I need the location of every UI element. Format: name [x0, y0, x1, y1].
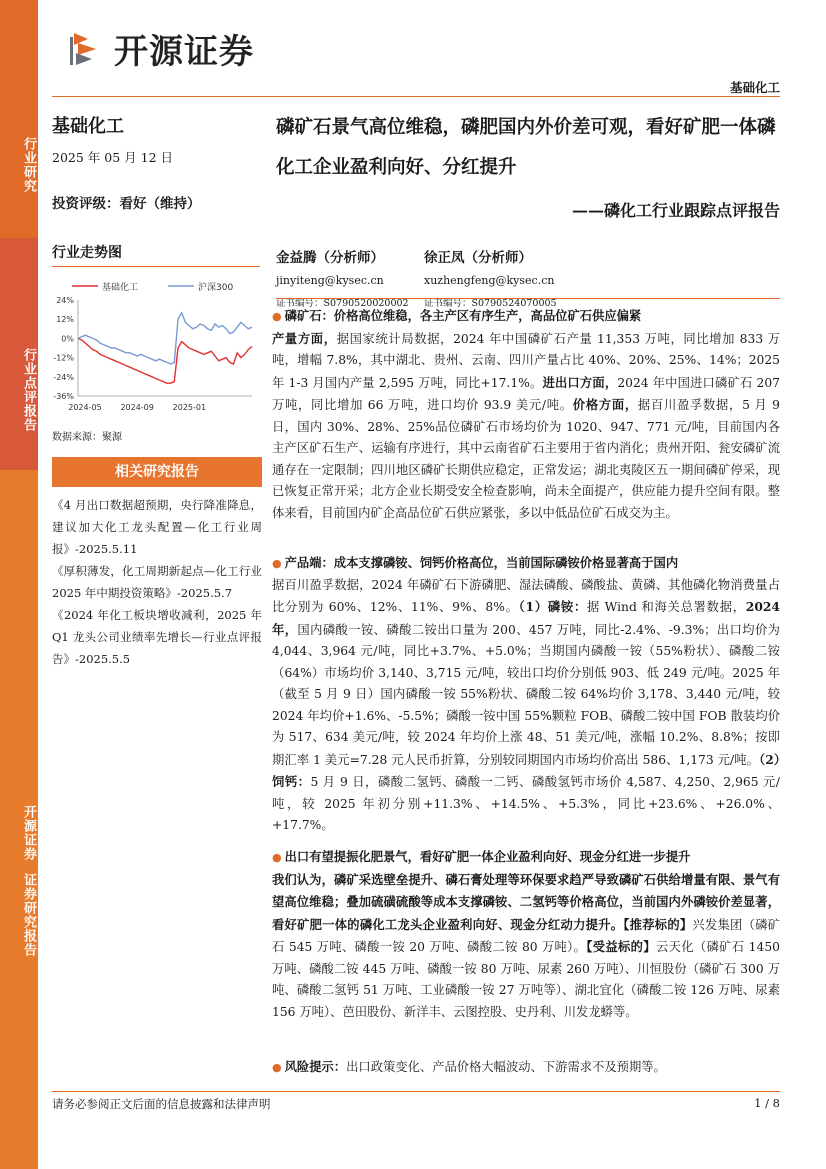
analyst-cert: 证书编号：S0790524070005	[424, 298, 557, 309]
analyst-name: 金益腾（分析师）	[276, 250, 384, 266]
section-paragraph: 产量方面，据国家统计局数据，2024 年中国磷矿石产量 11,353 万吨，同比增加 833 万吨，增幅 7.8%，其中湖北、贵州、云南、四川产量占比 40%、20%、25%、14%；2025 年 1-3 月国内产量 2,595 万吨，同比+17.1%。进出口方面，2024 年中国进口磷矿石 207 万吨，同比增加 66 万吨，进口均价 93.9 美元/吨。价格方面，据百川盈孚数据，5 月 9 日，国内 30%、28%、25%品位磷矿石市场均价为 1020、947、771 元/吨，目前国内各主产区矿石生产、运输有序进行，其中云南省矿石主要用于省内消化；贵州开阳、瓮安磷矿流通存在一定限制；四川地区磷矿长期供应稳定，正常发运；湖北夷陵区五一期间磷矿停采，现已恢复正常开采；北方企业长期受安全检查影响，尚未全面提产，供应能力提升空间有限。整体来看，目前国内矿企高品位矿石供应紧张，多以中低品位矿石成交为主。	[272, 330, 780, 520]
trend-chart-title: 行业走势图	[52, 245, 122, 261]
company-name: 开源证券	[114, 32, 254, 72]
sidebar-bottom-label-2: 证券研究报告	[21, 872, 36, 957]
page-number: 1 / 8	[754, 1096, 780, 1110]
section-paragraph: 据百川盈孚数据，2024 年磷矿石下游磷肥、湿法磷酸、磷酸盐、黄磷、其他磷化物消费量占比分别为 60%、12%、11%、9%、8%。（1）磷铵：据 Wind 和海关总署数据，2024 年，国内磷酸一铵、磷酸二铵出口量为 200、457 万吨，同比-2.4%、-9.3%；出口均价为 4,044、3,964 元/吨，同比+3.7%、+5.0%；当期国内磷酸一铵（55%粉状）、磷酸二铵（64%）市场均价 3,140、3,715 元/吨，较出口均价分别低 903、低 249 元/吨。2025 年（截至 5 月 9 日）国内磷酸一铵 55%粉状、磷酸二铵 64%均价 3,178、3,440 元/吨，较 2024 年均价+1.6%、-5.5%；磷酸一铵中国 55%颗粒 FOB、磷酸二铵中国 FOB 散装均价为 517、634 美元/吨，较 2024 年均价上涨 48、51 美元/吨，涨幅 10.2%、8.8%；按即期汇率 1 美元=7.28 元人民币折算，分别较同期国内市场均价高出 586、1,173 元/吨。（2）饲钙：5 月 9 日，磷酸二氢钙、磷酸一二钙、磷酸氢钙市场价 4,587、4,250、2,965 元/吨，较 2025 年初分别+11.3%、+14.5%、+5.3%，同比+23.6%、+26.0%、+17.7%。	[272, 577, 780, 832]
x-tick-label: 2024-05	[68, 403, 102, 412]
y-tick-label: -24%	[53, 372, 74, 382]
analyst-1	[276, 246, 409, 309]
section-risk	[272, 1056, 780, 1079]
header-category: 基础化工	[729, 80, 780, 95]
section-paragraph: ● 风险提示：出口政策变化、产品价格大幅波动、下游需求不及预期等。	[272, 1059, 666, 1074]
industry-trend-chart	[52, 276, 260, 426]
related-report-item[interactable]: 《厚积薄发，化工周期新起点—化工行业 2025 年中期投资策略》-2025.5.7	[52, 564, 262, 600]
y-tick-label: 0%	[61, 334, 74, 344]
investment-rating: 投资评级：看好（维持）	[52, 196, 201, 212]
analyst-cert: 证书编号：S0790520020002	[276, 298, 409, 309]
trend-divider	[52, 266, 260, 267]
report-meta	[52, 112, 260, 212]
chart-source: 数据来源：聚源	[52, 432, 122, 443]
related-reports-list	[52, 494, 262, 670]
section-products	[272, 552, 780, 837]
company-logo	[66, 24, 254, 73]
report-subtitle: ——磷化工行业跟踪点评报告	[571, 201, 780, 220]
report-date: 2025 年 05 月 12 日	[52, 150, 173, 165]
sidebar-bottom-label-1: 开源证券	[21, 804, 36, 861]
sidebar-report-type	[0, 238, 38, 470]
y-tick-label: -12%	[53, 353, 74, 363]
sidebar-broker	[0, 470, 38, 1169]
sidebar	[0, 0, 38, 1169]
section-outlook	[272, 846, 780, 1023]
x-tick-label: 2025-01	[172, 403, 207, 412]
bullet-icon: ●	[272, 851, 282, 864]
analyst-2	[424, 246, 557, 309]
industry-name: 基础化工	[52, 116, 124, 137]
sidebar-industry-research	[0, 0, 38, 238]
legend-label: 沪深300	[198, 283, 234, 293]
legend-label: 基础化工	[102, 283, 139, 293]
analyst-divider	[276, 298, 780, 299]
related-report-item[interactable]: 《2024 年化工板块增收减利，2025 年 Q1 龙头公司业绩率先增长—行业点评报告》-2025.5.5	[52, 608, 262, 666]
y-tick-label: -36%	[53, 392, 74, 401]
bullet-icon: ●	[272, 557, 282, 570]
analyst-email[interactable]: jinyiteng@kysec.cn	[276, 274, 384, 287]
related-reports-header: 相关研究报告	[52, 457, 262, 487]
bullet-icon: ●	[272, 1061, 282, 1074]
analyst-email[interactable]: xuzhengfeng@kysec.cn	[424, 274, 555, 287]
section-heading: ● 产品端：成本支撑磷铵、饲钙价格高位，当前国际磷铵价格显著高于国内	[272, 555, 679, 570]
logo-mark-icon	[66, 29, 106, 69]
y-tick-label: 12%	[56, 315, 74, 325]
report-title: 磷矿石景气高位维稳，磷肥国内外价差可观，看好矿肥一体磷化工企业盈利向好、分红提升	[276, 117, 776, 178]
y-tick-label: 24%	[56, 296, 74, 305]
sidebar-mid-label: 行业点评报告	[21, 348, 36, 432]
related-report-item[interactable]: 《4 月出口数据超预期，央行降准降息，建议加大化工龙头配置—化工行业周报》-2025.5.11	[52, 498, 262, 556]
analyst-name: 徐正凤（分析师）	[424, 250, 532, 266]
sidebar-top-label: 行业研究	[21, 137, 36, 193]
x-tick-label: 2024-09	[120, 403, 154, 412]
section-heading: ● 出口有望提振化肥景气，看好矿肥一体企业盈利向好、现金分红进一步提升	[272, 849, 691, 864]
bullet-icon: ●	[272, 310, 282, 323]
section-paragraph: 我们认为，磷矿采选壁垒提升、磷石膏处理等环保要求趋严导致磷矿石供给增量有限、景气有望高位维稳；叠加硫磺硫酸等成本支撑磷铵、二氢钙等价格高位，当前国内外磷铵价差显著，看好矿肥一体的磷化工龙头企业盈利向好、现金分红动力提升。【推荐标的】兴发集团（磷矿石 545 万吨、磷酸一铵 20 万吨、磷酸二铵 80 万吨）。【受益标的】云天化（磷矿石 1450 万吨、磷酸二铵 445 万吨、磷酸一铵 80 万吨、尿素 260 万吨）、川恒股份（磷矿石 300 万吨、磷酸二氢钙 51 万吨、工业磷酸一铵 27 万吨等）、湖北宜化（磷酸二铵 126 万吨、尿素 156 万吨）、芭田股份、新洋丰、云图控股、史丹利、川发龙蟒等。	[272, 871, 780, 1019]
section-heading: ● 磷矿石：价格高位维稳，各主产区有序生产，高品位矿石供应偏紧	[272, 308, 642, 323]
section-phosphate-rock	[272, 305, 780, 524]
footer-divider	[52, 1091, 780, 1092]
footer-disclaimer: 请务必参阅正文后面的信息披露和法律声明	[52, 1097, 271, 1111]
header-divider	[52, 96, 780, 97]
